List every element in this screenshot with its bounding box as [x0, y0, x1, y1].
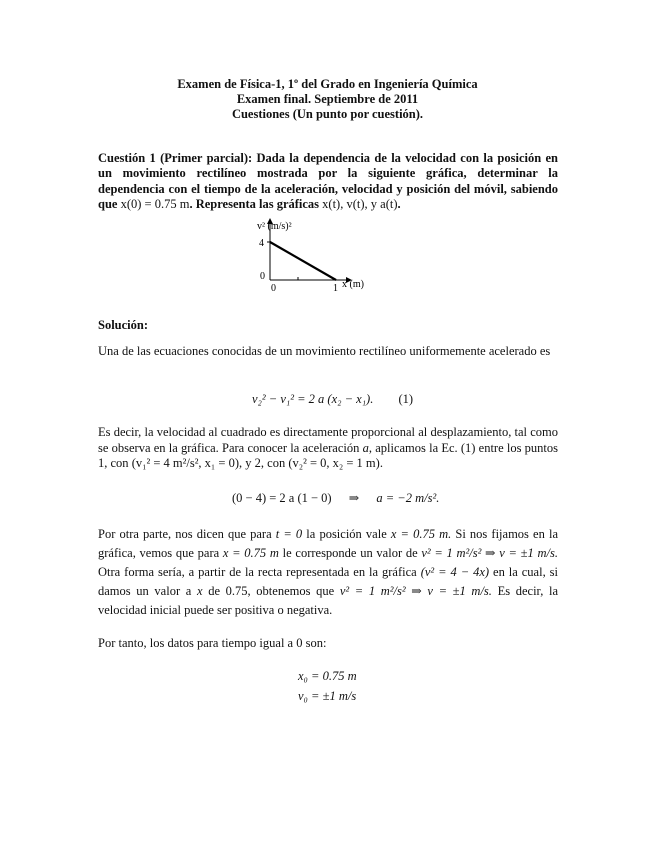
p3-g: le corresponde un valor de — [278, 546, 418, 560]
p3-a: Por otra parte, nos dicen que para — [98, 527, 272, 541]
equation-2 — [232, 490, 439, 506]
paragraph-1: Una de las ecuaciones conocidas de un movimiento rectilíneo uniformemente acelerado es — [98, 344, 551, 358]
y-tick-label-4: 4 — [259, 238, 264, 249]
p2-point-2: (v₂² = 0, x₂ = 1 m). — [288, 456, 383, 470]
p3-m: de 0.75, obtenemos que — [202, 584, 335, 598]
y-tick-label-0: 0 — [260, 271, 265, 282]
header-subtitle: Examen final. Septiembre de 2011 — [236, 92, 419, 106]
initial-position: x₀ = 0.75 m — [298, 669, 357, 683]
p3-i: Otra forma sería, a partir de la recta representada en la gráfica — [98, 565, 417, 579]
x-tick-label-0: 0 — [271, 283, 276, 294]
header-note: Cuestiones (Un punto por cuestión). — [231, 107, 424, 121]
paragraph-2 — [98, 425, 558, 472]
p3-e: Si nos fijamos en la gráfica, vemos que para — [98, 527, 558, 560]
question-body-b: . Representa las gráficas — [189, 197, 323, 212]
p3-h: v² = 1 m²/s² ⇒ v = ±1 m/s. — [421, 546, 558, 560]
x-tick-label-1: 1 — [333, 283, 338, 294]
p3-n: v² = 1 m²/s² ⇒ v = ±1 m/s. — [339, 584, 492, 598]
question-lead: Cuestión 1 (Primer parcial): — [98, 151, 253, 165]
p3-l: x — [196, 584, 203, 598]
initial-condition: x(0) = 0.75 m — [120, 197, 190, 212]
equation-1-number: (1) — [398, 392, 414, 406]
implies-arrow: ⇒ — [348, 491, 360, 505]
p3-k: en la cual, si damos un valor a — [98, 565, 558, 598]
p3-o: Es decir, la velocidad inicial puede ser positiva o negativa. — [98, 584, 558, 617]
series-line — [270, 242, 336, 280]
paragraph-3 — [98, 525, 558, 620]
p2-text-d: y 2, con — [242, 456, 286, 470]
y-axis-label: v² (m/s)² — [257, 221, 292, 232]
p2-symbol-a: a — [362, 440, 369, 455]
equation-1 — [252, 392, 413, 407]
initial-data — [298, 666, 357, 706]
p3-j: (v² = 4 − 4x) — [420, 565, 490, 579]
initial-velocity: v₀ = ±1 m/s — [298, 689, 357, 703]
p2-point-1: (v₁² = 4 m²/s², x₁ = 0), — [131, 456, 243, 470]
equation-1-body: v₂² − v₁² = 2 a (x₂ − x₁). — [252, 392, 374, 406]
p3-b: t = 0 — [275, 527, 303, 541]
question-graphs: x(t), v(t), y a(t) — [322, 197, 398, 212]
velocity-squared-graph — [242, 216, 372, 294]
question-body-a: Dada la dependencia de la velocidad con la posición en un movimiento rectilíneo mostrada por la siguiente gráfica, determinar la dependencia con el tiempo de la aceleración, velocidad y posición del móvil, sabiendo que — [98, 151, 558, 212]
p2-text-a: Es decir, la velocidad al cuadrado es directamente proporcional al desplazamiento, tal como se observa en la gráfica. Para conocer la aceleración — [98, 425, 558, 455]
p2-text-b: , aplicamos la Ec. (1) entre los puntos 1, con — [98, 440, 559, 470]
p3-d: x = 0.75 m. — [390, 527, 452, 541]
paragraph-4: Por tanto, los datos para tiempo igual a 0 son: — [98, 636, 327, 650]
solution-label: Solución: — [98, 318, 149, 332]
header-title: Examen de Física-1, 1º del Grado en Ingeniería Química — [177, 77, 478, 91]
equation-2-left: (0 − 4) = 2 a (1 − 0) — [232, 491, 332, 505]
equation-2-right: a = −2 m/s². — [376, 491, 440, 505]
question-1 — [98, 151, 558, 213]
p3-f: x = 0.75 m — [222, 546, 279, 560]
exam-header — [0, 77, 655, 122]
p3-c: la posición vale — [302, 527, 387, 541]
x-axis-label: x (m) — [342, 279, 364, 290]
question-end: . — [397, 197, 401, 212]
